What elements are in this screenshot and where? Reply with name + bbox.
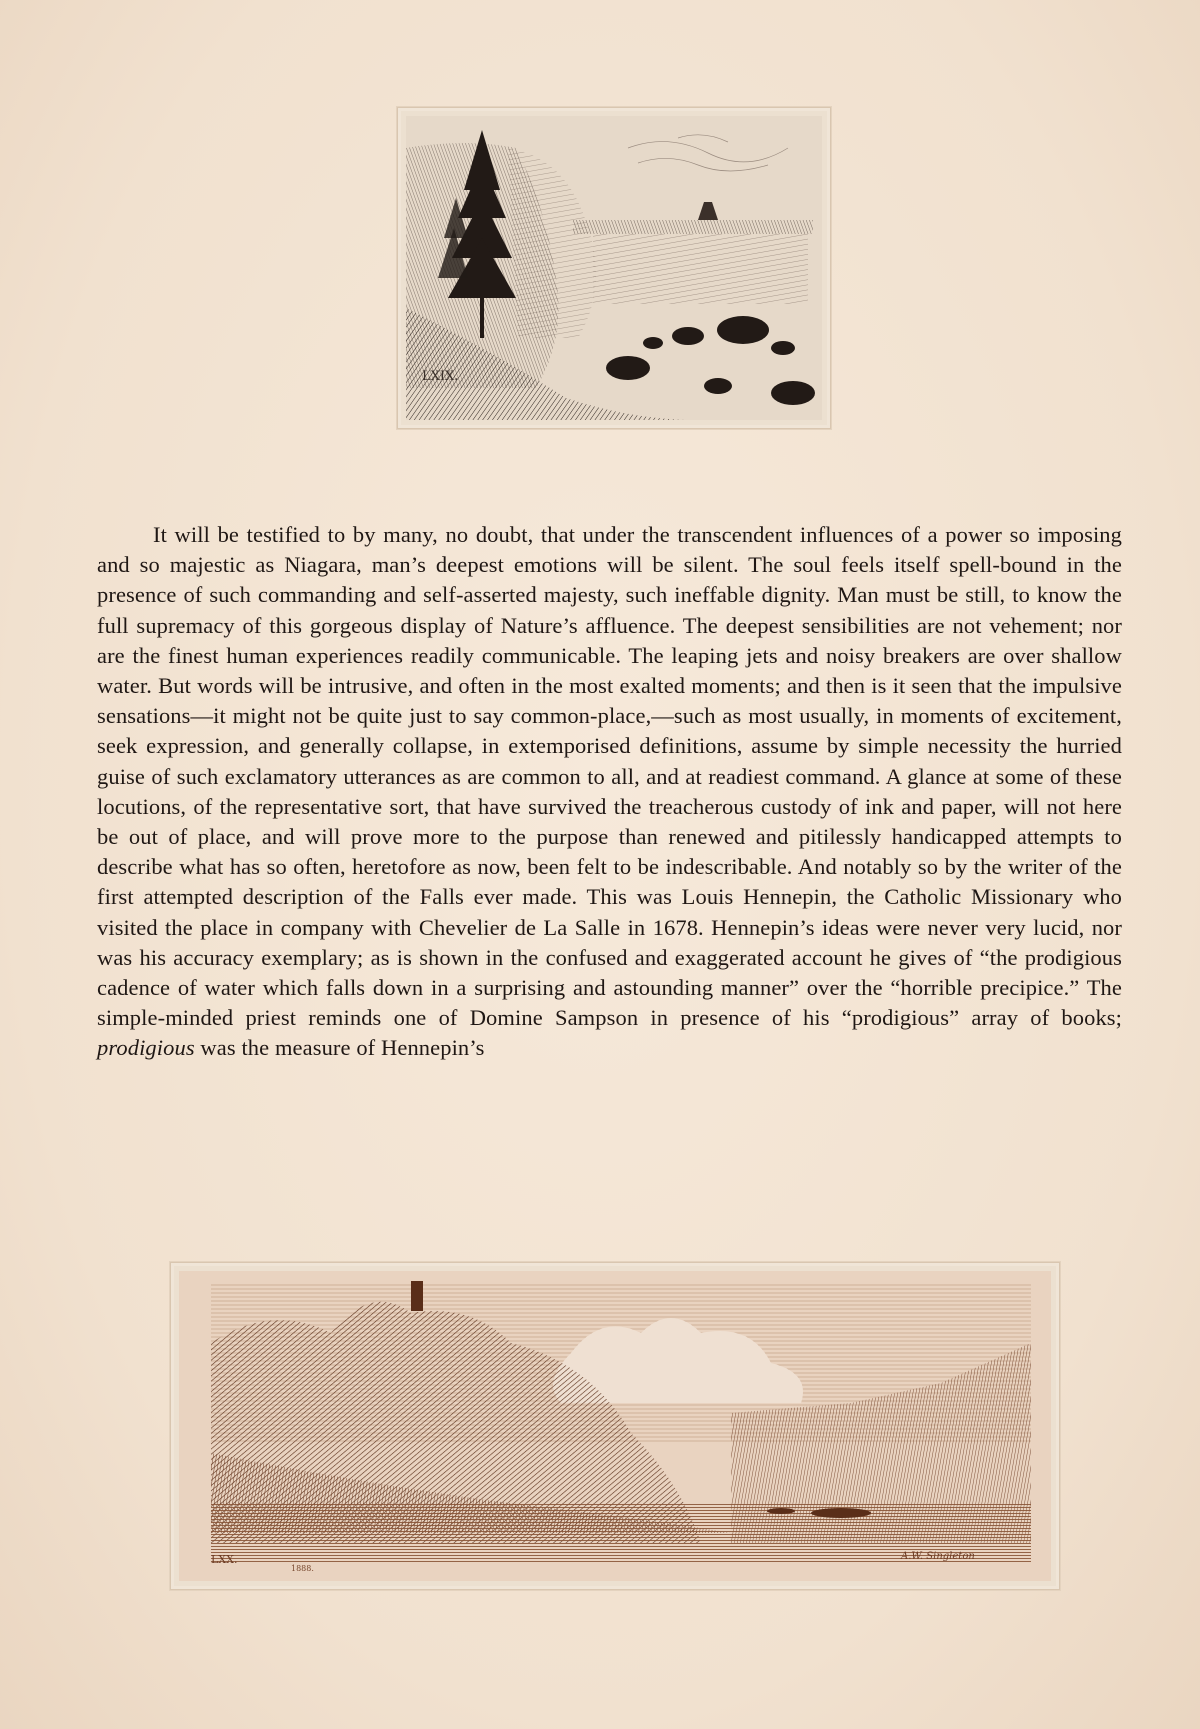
plate-number-bottom: LXX.: [211, 1553, 238, 1566]
etching-top-waterfall: [397, 107, 831, 429]
waterfall-etching-image: [398, 108, 830, 428]
body-paragraph-continuation: was the measure of Hennepin’s: [200, 1035, 485, 1061]
etching-bottom-river-gorge: [170, 1262, 1060, 1590]
body-paragraph-text: It will be testified to by many, no doubt, that under the transcendent influences of a power so imposing and so majestic as Niagara, man’s deepest emotions will be silent. The soul feels itself spell-bound in the presence of such commanding and self-asserted majesty, such ineffable dignity. Man must be still, to know the full supremacy of this gorgeous display of Nature’s affluence. The deepest sensibilities are not vehement; nor are the finest human experiences readily communicable. The leaping jets and noisy breakers are over shallow water. But words will be intrusive, and often in the most exalted moments; and then is it seen that the impulsive sensations—it might not be quite just to say common-place,—such as most usually, in moments of excitement, seek expression, and generally collapse, in extemporised definitions, assume by simple necessity the hurried guise of such exclamatory utterances as are common to all, and at readiest command. A glance at some of these locutions, of the representative sort, that have survived the treacherous custody of ink and paper, will not here be out of place, and will prove more to the purpose than renewed and pitilessly handicapped attempts to describe what has so often, heretofore as now, been felt to be indescribable. And notably so by the writer of the first attempted description of the Falls ever made. This was Louis Hennepin, the Catholic Missionary who visited the place in company with Chevelier de La Salle in 1678. Hennepin’s ideas were never very lucid, nor was his accuracy exemplary; as is shown in the confused and exaggerated account he gives of “the prodigious cadence of water which falls down in a surprising and astounding manner” over the “horrible precipice.” The simple-minded priest reminds one of Domine Sampson in presence of his “prodigious” array of books;: [97, 522, 1122, 1031]
plate-number-top: LXIX.: [422, 369, 459, 384]
body-paragraph: [97, 520, 1122, 1064]
emphasized-word: prodigious: [97, 1035, 195, 1061]
plate-date: 1888.: [291, 1564, 314, 1573]
body-text: [97, 520, 1122, 1064]
river-gorge-etching-image: [171, 1263, 1059, 1589]
artist-signature: A.W. Singleton: [901, 1551, 975, 1562]
